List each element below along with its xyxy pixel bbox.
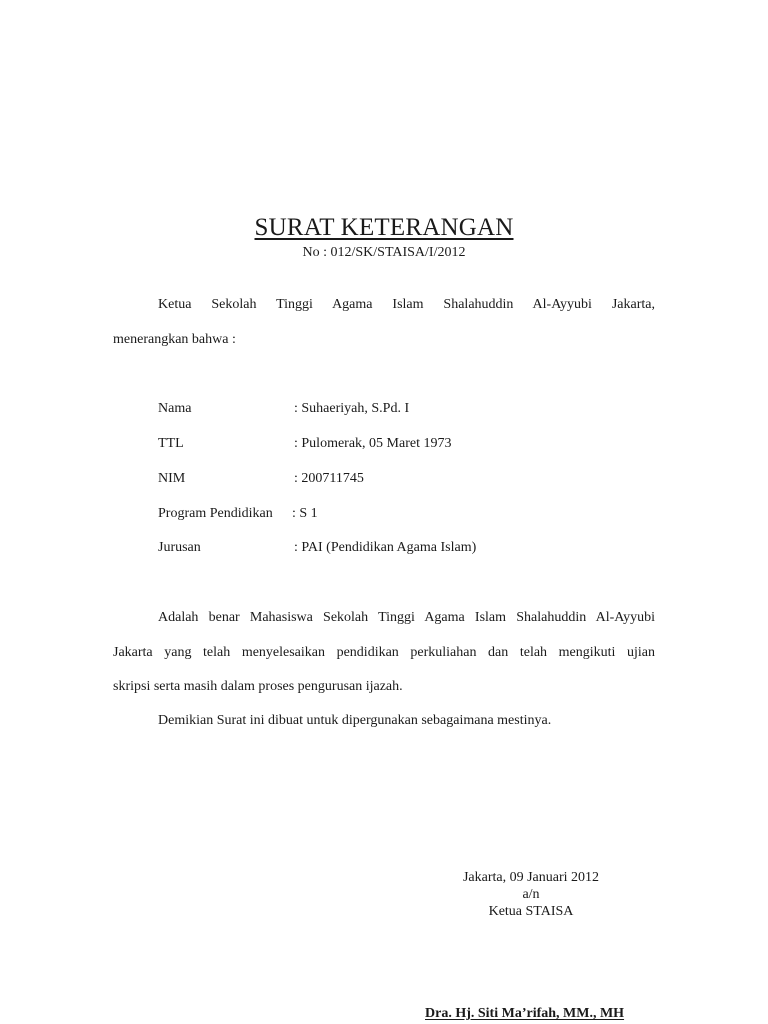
field-label-nama: Nama [158,401,192,416]
field-label-jurusan: Jurusan [158,540,201,555]
closing-line: Demikian Surat ini dibuat untuk dipergunakan sebagaimana mestinya. [158,713,552,728]
intro-line-2: menerangkan bahwa : [113,332,236,347]
signer-name: Dra. Hj. Siti Ma’rifah, MM., MH [425,1006,625,1021]
document-title: SURAT KETERANGAN [254,214,514,241]
on-behalf: a/n [522,887,540,902]
field-label-program: Program Pendidikan [158,506,273,521]
field-label-nim: NIM [158,471,186,486]
body-line-3: skripsi serta masih dalam proses pengurusan ijazah. [113,679,403,694]
document-number: No : 012/SK/STAISA/I/2012 [302,245,466,260]
field-label-ttl: TTL [158,436,184,451]
field-value-program: : S 1 [292,506,318,521]
body-line-2: Jakarta yang telah menyelesaikan pendidikan perkuliahan dan telah mengikuti ujian [113,645,655,660]
field-value-nim: : 200711745 [294,471,364,486]
place-date: Jakarta, 09 Januari 2012 [462,870,600,885]
body-line-1: Adalah benar Mahasiswa Sekolah Tinggi Agama Islam Shalahuddin Al-Ayyubi [158,610,655,625]
field-value-ttl: : Pulomerak, 05 Maret 1973 [294,436,452,451]
intro-line-1: Ketua Sekolah Tinggi Agama Islam Shalahuddin Al-Ayyubi Jakarta, [158,297,655,312]
field-value-jurusan: : PAI (Pendidikan Agama Islam) [294,540,477,555]
field-value-nama: : Suhaeriyah, S.Pd. I [294,401,410,416]
signer-role: Ketua STAISA [488,904,574,919]
